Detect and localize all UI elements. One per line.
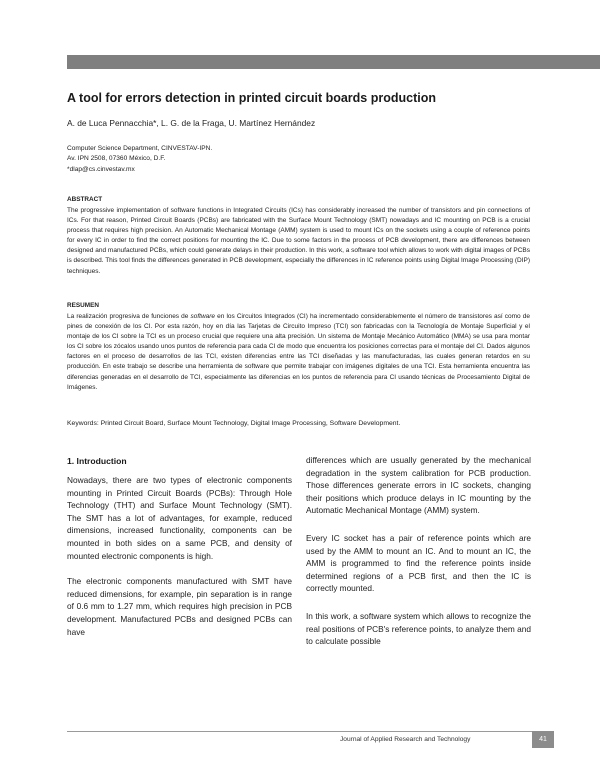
resumen-text-end: en los Circuitos Integrados (CI) ha incrementado considerablemente el número de transistores así como de pines de conexión de los CI. Por esta razón, hoy en día las Tarjetas de Circuito Impreso (TCI) son fabricadas con la Tecnología de Montaje Superficial y el montaje de los CI sobre la TCI es un proceso crucial que requiere una alta precisión. Un sistema de Montaje Mecánico Automático (MMA) se usa para montar los CI sobre los zócalos usando unos puntos de referencia para cada CI de modo que encuentra los posiciones correctas para el montaje del CI. Dados algunos factores en el proceso de desarrollos de las TCI, existen diferencias entre las TCI diseñadas y las manufacturadas, las cuales generan retardos en su producción. En este trabajo se describe una herramienta de software que permite trabajar con imágenes digitales de una TCI. Esta herramienta encuentra las diferencias generadas en el desarrollo de TCI, especialmente las diferencias en los puntos de referencia para CI usando técnicas de Procesamiento Digital de Imágenes. <box>67 313 530 391</box>
keywords: Keywords: Printed Circuit Board, Surface Mount Technology, Digital Image Processing, Software Development. <box>67 420 401 427</box>
abstract-heading: ABSTRACT <box>67 196 103 203</box>
paper-title: A tool for errors detection in printed circuit boards production <box>67 91 437 105</box>
left-column <box>67 456 292 638</box>
body-paragraph: differences which are usually generated by the mechanical degradation in the system calibration for PCB production. Those differences generate errors in IC sockets, changing their positions which produce delays in IC mounting by the Automatic Mechanical Montage (AMM) system. <box>306 455 531 516</box>
section-heading: 1. Introduction <box>67 456 127 466</box>
resumen-text <box>67 312 530 393</box>
authors: A. de Luca Pennacchia*, L. G. de la Fraga, U. Martínez Hernández <box>67 118 316 128</box>
body-paragraph: Nowadays, there are two types of electronic components mounting in Printed Circuit Boards (PCBs): Through Hole Technology (THT) and Surface Mount Technology (SMT). The SMT has a lot of advantages, for example, reduced dimensions, increased functionality, components can be mounted in both sides on a same PCB, and density of mounted electronic components is high. <box>67 475 292 561</box>
right-column <box>306 454 531 648</box>
resumen-text-start: La realización progresiva de funciones de <box>67 313 191 320</box>
abstract-text: The progressive implementation of software functions in Integrated Circuits (ICs) has considerably increased the number of transistors and pin connections of ICs. For that reason, Printed Circuit Boards (PCBs) are fabricated with the Surface Mount Technology (SMT) nowadays and IC mounting on PCB is a crucial process that requires high precision. An Automatic Mechanical Montage (AMM) system is used to mount ICs on the sockets using a couple of reference points for every IC in order to find the correct positions for mounting the IC. Due to some factors in the process of PCB development, there are differences between designed and manufactured PCBs, which could generate delays in their production. In this work, a software tool which allows to work with digital images of PCBs is described. This tool finds the differences generated in PCB development, especially the differences in IC reference points using Digital Image Processing (DIP) techniques. <box>67 207 530 275</box>
header-bar <box>67 55 600 69</box>
body-paragraph: The electronic components manufactured with SMT have reduced dimensions, for example, pin separation is in range of 0.6 mm to 1.27 mm, which requires high precision in PCB development. Manufactured PCBs and designed PCBs can have <box>67 576 292 637</box>
resumen-italic-word: software <box>190 313 216 320</box>
body-paragraph: Every IC socket has a pair of reference points which are used by the AMM to mount an IC. And to mount an IC, the AMM is programmed to find the reference points inside determined regions of a PCB first, and then the IC is correctly mounted. <box>306 532 531 594</box>
department: Computer Science Department, CINVESTAV-IPN. <box>67 145 213 152</box>
footer-rule <box>67 731 532 732</box>
email: *dlap@cs.cinvestav.mx <box>67 165 135 173</box>
affiliation <box>67 144 212 175</box>
page-number: 41 <box>532 731 554 748</box>
resumen-heading: RESUMEN <box>67 302 99 309</box>
address: Av. IPN 2508, 07360 México, D.F. <box>67 155 166 163</box>
body-paragraph: In this work, a software system which allows to recognize the real positions of PCB's reference points, to analyze them and to calculate possible <box>306 610 531 647</box>
footer-journal-name: Journal of Applied Research and Technology <box>340 736 471 743</box>
